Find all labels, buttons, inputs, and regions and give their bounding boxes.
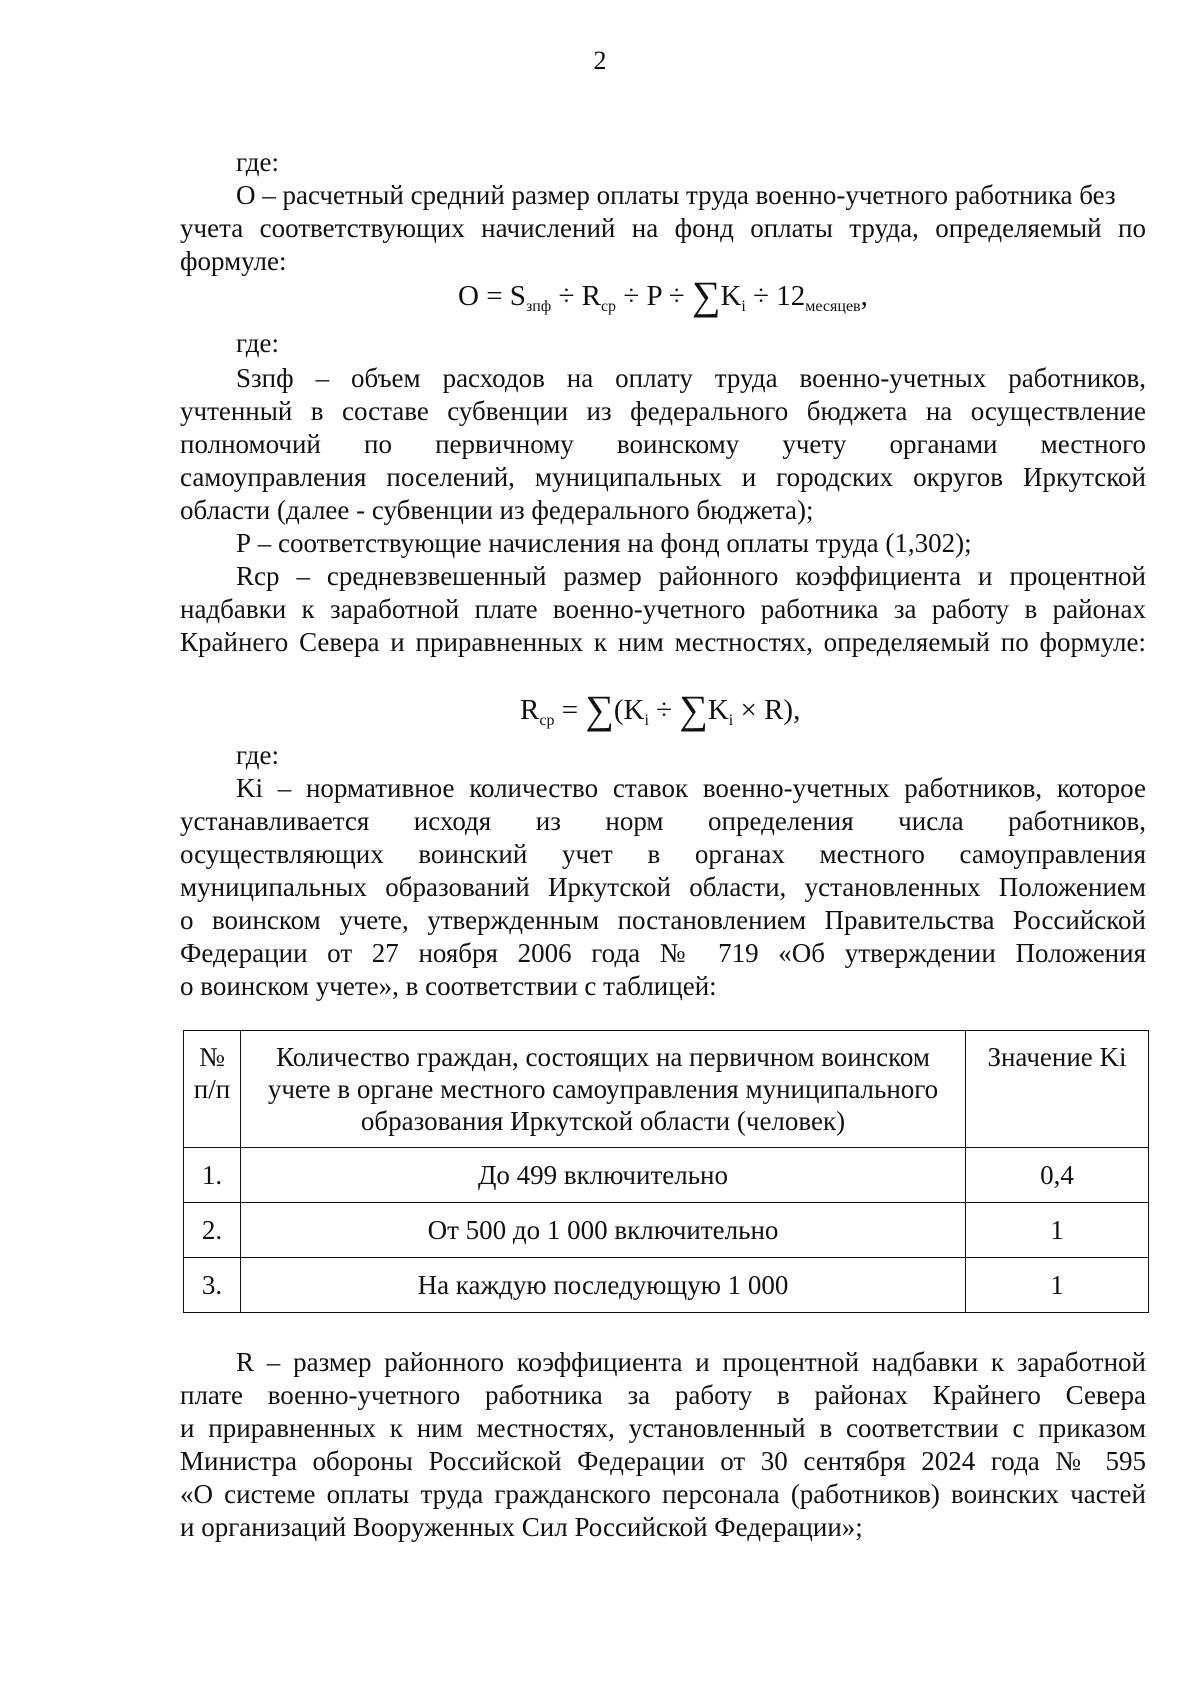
paragraph-O-line: формуле: [180,246,287,276]
row-number: 1. [184,1148,241,1203]
paragraph-R-line: «О системе оплаты труда гражданского персонала (работников) воинских частей [180,1479,1146,1509]
paragraph-R-line: и организаций Вооруженных Сил Российской Федерации»; [180,1512,863,1542]
paragraph-R-line: Министра обороны Российской Федерации от 30 сентября 2024 года № 595 [180,1446,1146,1476]
header-ki-value: Значение Ki [966,1031,1149,1148]
paragraph-Rcp-line: Крайнего Севера и приравненных к ним местностях, определяемый по формуле: [180,627,1146,657]
gde-label: где: [236,147,279,177]
paragraph-O-line: учета соответствующих начислений на фонд оплаты труда, определяемый по [180,213,1146,243]
paragraph-S-line: учтенный в составе субвенции из федерального бюджета на осуществление [180,396,1146,426]
row-count: На каждую последующую 1 000 [241,1258,966,1313]
table-row [184,1148,1149,1203]
paragraph-P: Р – соответствующие начисления на фонд оплаты труда (1,302); [236,528,972,558]
paragraph-Ki-line: осуществляющих воинский учет в органах местного самоуправления [180,839,1146,869]
paragraph-S-line: Sзпф – объем расходов на оплату труда военно-учетных работников, [236,363,1146,393]
header-number: № п/п [184,1031,241,1148]
table-header-row [184,1031,1149,1148]
row-count: От 500 до 1 000 включительно [241,1203,966,1258]
ki-table [183,1030,1149,1313]
gde-label: где: [236,740,279,770]
row-count: До 499 включительно [241,1148,966,1203]
formula-O: $О = S_{зпф} \div R_{ср} \div P \div \sum K_i \div 12_{месяцев}$, [458,273,868,318]
paragraph-S-line: полномочий по первичному воинскому учету органами местного [180,429,1146,459]
row-value: 1 [966,1203,1149,1258]
paragraph-Rcp-line: Rср – средневзвешенный размер районного коэффициента и процентной [236,561,1146,591]
paragraph-Ki-line: Ki – нормативное количество ставок военно-учетных работников, которое [236,773,1146,803]
gde-label: где: [236,328,279,358]
paragraph-Ki-line: Федерации от 27 ноября 2006 года № 719 «Об утверждении Положения [180,938,1146,968]
paragraph-Rcp-line: надбавки к заработной плате военно-учетного работника за работу в районах [180,594,1146,624]
paragraph-S-line: самоуправления поселений, муниципальных и городских округов Иркутской [180,462,1146,492]
paragraph-R-line: R – размер районного коэффициента и процентной надбавки к заработной [236,1347,1146,1377]
paragraph-Ki-line: о воинском учете, утвержденным постановлением Правительства Российской [180,905,1146,935]
header-citizen-count: Количество граждан, состоящих на первичном воинском учете в органе местного самоуправления муниципального образования Иркутской области (человек) [241,1031,966,1148]
paragraph-R-line: и приравненных к ним местностях, установленный в соответствии с приказом [180,1413,1146,1443]
table-row [184,1203,1149,1258]
paragraph-Ki-line: муниципальных образований Иркутской области, установленных Положением [180,872,1146,902]
paragraph-R-line: плате военно-учетного работника за работу в районах Крайнего Севера [180,1380,1146,1410]
row-value: 0,4 [966,1148,1149,1203]
paragraph-O-line: О – расчетный средний размер оплаты труда военно-учетного работника без [236,180,1116,210]
paragraph-Ki-line: о воинском учете», в соответствии с таблицей: [180,971,717,1001]
row-value: 1 [966,1258,1149,1313]
page-number: 2 [593,46,607,75]
paragraph-S-line: области (далее - субвенции из федерального бюджета); [180,495,814,525]
formula-Rcp: $R_{ср} = \sum(K_i \div \sum K_i \times R)$, [520,687,801,732]
row-number: 3. [184,1258,241,1313]
row-number: 2. [184,1203,241,1258]
paragraph-Ki-line: устанавливается исходя из норм определения числа работников, [180,806,1146,836]
table-row [184,1258,1149,1313]
